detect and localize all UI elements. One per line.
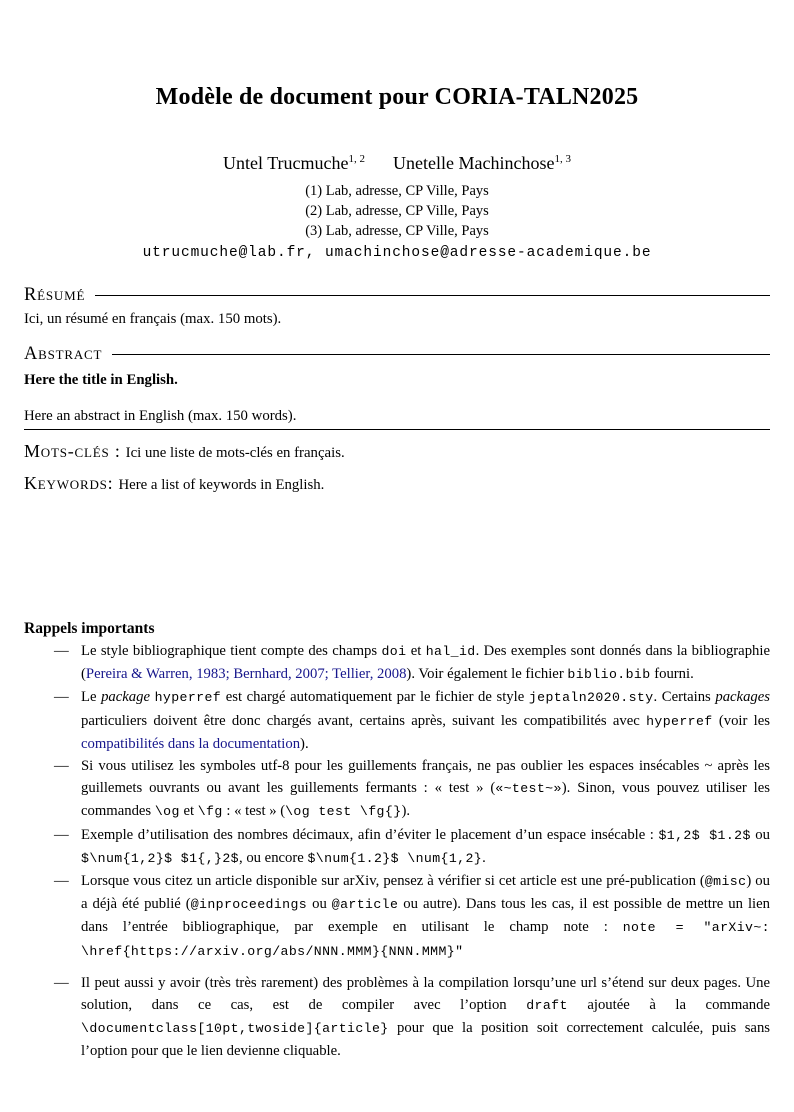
text-segment-rm: ou: [307, 896, 332, 913]
text-segment-rm: ou autre). Dans tous les cas, il est possible de mettre un lien dans l’entrée bibliographique, par exemple en utilisant le champ note :: [81, 896, 771, 936]
rappel-item-6: [54, 972, 770, 1063]
text-segment-rm: Si vous utilisez les symboles utf-8 pour les guillements français, ne pas oublier les espaces insécables ~ après les guillemets ouvrants ou avant les guillements fermants : « test » (: [81, 758, 770, 797]
text-segment-rm: ) ou a déjà été publié (: [81, 873, 770, 913]
paper-title: Modèle de document pour CORIA-TALN2025: [155, 84, 639, 110]
text-segment-it: packages: [715, 689, 770, 706]
rappel-item-3-content: [81, 755, 770, 824]
text-segment-tt: draft: [526, 998, 568, 1014]
text-segment-rm: , ou encore: [238, 849, 308, 866]
author-line: [24, 153, 770, 174]
author-2: [393, 153, 571, 173]
rappels-list: [54, 640, 770, 1063]
resume-section-header: [24, 285, 770, 306]
item-dash-marker: —: [54, 758, 69, 775]
author-1-affiliation-superscript: 1, 2: [348, 153, 366, 165]
text-segment-rm: fourni.: [650, 666, 694, 683]
text-segment-rm: particuliers doivent être donc chargés avant, certains après, suivant les compatibilités avec: [81, 712, 647, 729]
text-segment-tt: biblio.bib: [567, 667, 651, 683]
mots-cles-label: Mots-clés :: [24, 441, 121, 461]
rappel-item-5-content: [81, 870, 770, 963]
abstract-rule: [112, 354, 770, 355]
text-segment-rm: . Certains: [653, 689, 716, 706]
text-segment-rm: pour que la position soit correctement calculée, puis sans l’option pour que le lien devienne cliquable.: [81, 1020, 770, 1060]
text-segment-rm: : « test » (: [222, 803, 286, 820]
text-segment-rm: Exemple d’utilisation des nombres décimaux, afin d’éviter le placement d’un espace insécable :: [81, 826, 659, 843]
item-dash-marker: —: [54, 873, 69, 890]
affiliations-block: [24, 181, 770, 241]
text-segment-rm: et: [179, 803, 198, 820]
author-1-name: Untel Trucmuche: [223, 153, 349, 173]
text-segment-tt: @article: [331, 897, 399, 913]
text-segment-rm: ou: [750, 826, 770, 843]
text-segment-tt: \og: [154, 804, 180, 820]
text-segment-rm: ).: [401, 803, 411, 820]
affiliation-line-2: (2) Lab, adresse, CP Ville, Pays: [305, 203, 489, 219]
rappel-item-1: [54, 640, 770, 686]
rappels-heading: Rappels importants: [24, 620, 155, 637]
rappel-item-4-content: [81, 824, 770, 870]
text-segment-tt: \documentclass[10pt,twoside]{article}: [81, 1021, 389, 1037]
text-segment-tt: hal_id: [425, 644, 476, 659]
text-segment-rm: ). Voir également le fichier: [406, 666, 568, 683]
abstract-label: Abstract: [24, 344, 103, 364]
rappel-item-3: [54, 755, 770, 824]
item-dash-marker: —: [54, 689, 69, 706]
text-segment-tt: hyperref: [154, 690, 222, 706]
text-segment-tt: «~test~»: [495, 781, 562, 797]
text-segment-rm: Il peut aussi y avoir (très très rarement) des problèmes à la compilation lorsqu’une url s’étend sur deux pages. Une solution, dans ce cas, est de compiler avec l’option: [81, 974, 770, 1014]
text-segment-tt: $1,2$ $1.2$: [658, 827, 751, 843]
item-dash-marker: —: [54, 643, 69, 659]
text-segment-rm: est chargé automatiquement par le fichier de style: [221, 689, 529, 706]
text-segment-tt: \fg: [197, 804, 223, 820]
author-emails: utrucmuche@lab.fr, umachinchose@adresse-academique.be: [142, 245, 652, 261]
text-segment-tt: $\num{1,2}$ $1{,}2$: [81, 850, 239, 866]
keywords-text: Here a list of keywords in English.: [118, 477, 325, 493]
mots-cles-text: Ici une liste de mots-clés en français.: [125, 445, 345, 461]
rappel-item-5: [54, 870, 770, 963]
text-segment-rm: . Des exemples sont donnés dans la bibliographie (: [81, 643, 770, 683]
rappel-item-2-content: [81, 686, 770, 755]
resume-label: Résumé: [24, 285, 86, 305]
text-segment-tt: \og test \fg{}: [285, 804, 402, 820]
text-segment-tt: $\num{1.2}$ \num{1,2}: [307, 850, 483, 866]
text-segment-tt: @inproceedings: [190, 897, 308, 913]
item-dash-marker: —: [54, 826, 69, 843]
keywords-line: [24, 473, 770, 494]
author-2-name: Unetelle Machinchose: [393, 153, 555, 173]
text-segment-rm: .: [482, 849, 486, 866]
text-segment-rm: (voir les: [712, 712, 770, 729]
rappel-item-2: [54, 686, 770, 755]
resume-text: Ici, un résumé en français (max. 150 mots).: [24, 311, 282, 327]
affiliation-line-1: (1) Lab, adresse, CP Ville, Pays: [305, 183, 489, 199]
rappel-item-4: [54, 824, 770, 870]
hyperlink[interactable]: Pereira & Warren, 1983; Bernhard, 2007; Tellier, 2008: [85, 666, 407, 683]
text-segment-rm: ). Sinon, vous pouvez utiliser les commandes: [81, 780, 770, 820]
abstract-text: Here an abstract in English (max. 150 words).: [24, 406, 770, 430]
english-title: Here the title in English.: [24, 372, 178, 388]
abstract-section-header: [24, 344, 770, 365]
text-segment-rm: Le style bibliographique tient compte des champs: [81, 643, 382, 659]
text-segment-tt: hyperref: [646, 713, 713, 729]
rappel-item-6-content: [81, 972, 770, 1063]
text-segment-rm: ).: [300, 735, 309, 752]
text-segment-rm: et: [406, 643, 426, 659]
mots-cles-line: [24, 441, 770, 462]
text-segment-tt: doi: [381, 644, 407, 659]
text-segment-rm: ajoutée à la commande: [567, 997, 770, 1014]
rappel-item-1-content: [81, 640, 770, 686]
text-segment-tt: jeptaln2020.sty: [528, 690, 654, 706]
text-segment-rm: Lorsque vous citez un article disponible sur arXiv, pensez à vérifier si cet article est une pré-publication (: [81, 873, 705, 890]
author-2-affiliation-superscript: 1, 3: [554, 153, 571, 165]
hyperlink[interactable]: compatibilités dans la documentation: [81, 735, 301, 752]
text-segment-rm: Le: [81, 689, 102, 706]
author-1: [223, 153, 365, 173]
resume-rule: [95, 295, 770, 296]
item-dash-marker: —: [54, 974, 69, 991]
text-segment-tt: note = "arXiv~: \href{https://arxiv.org/abs/NNN.MMM}{NNN.MMM}": [81, 920, 771, 959]
affiliation-line-3: (3) Lab, adresse, CP Ville, Pays: [305, 223, 489, 239]
text-segment-it: package: [101, 689, 151, 706]
text-segment-tt: @misc: [704, 874, 747, 890]
keywords-label: Keywords:: [24, 473, 114, 493]
